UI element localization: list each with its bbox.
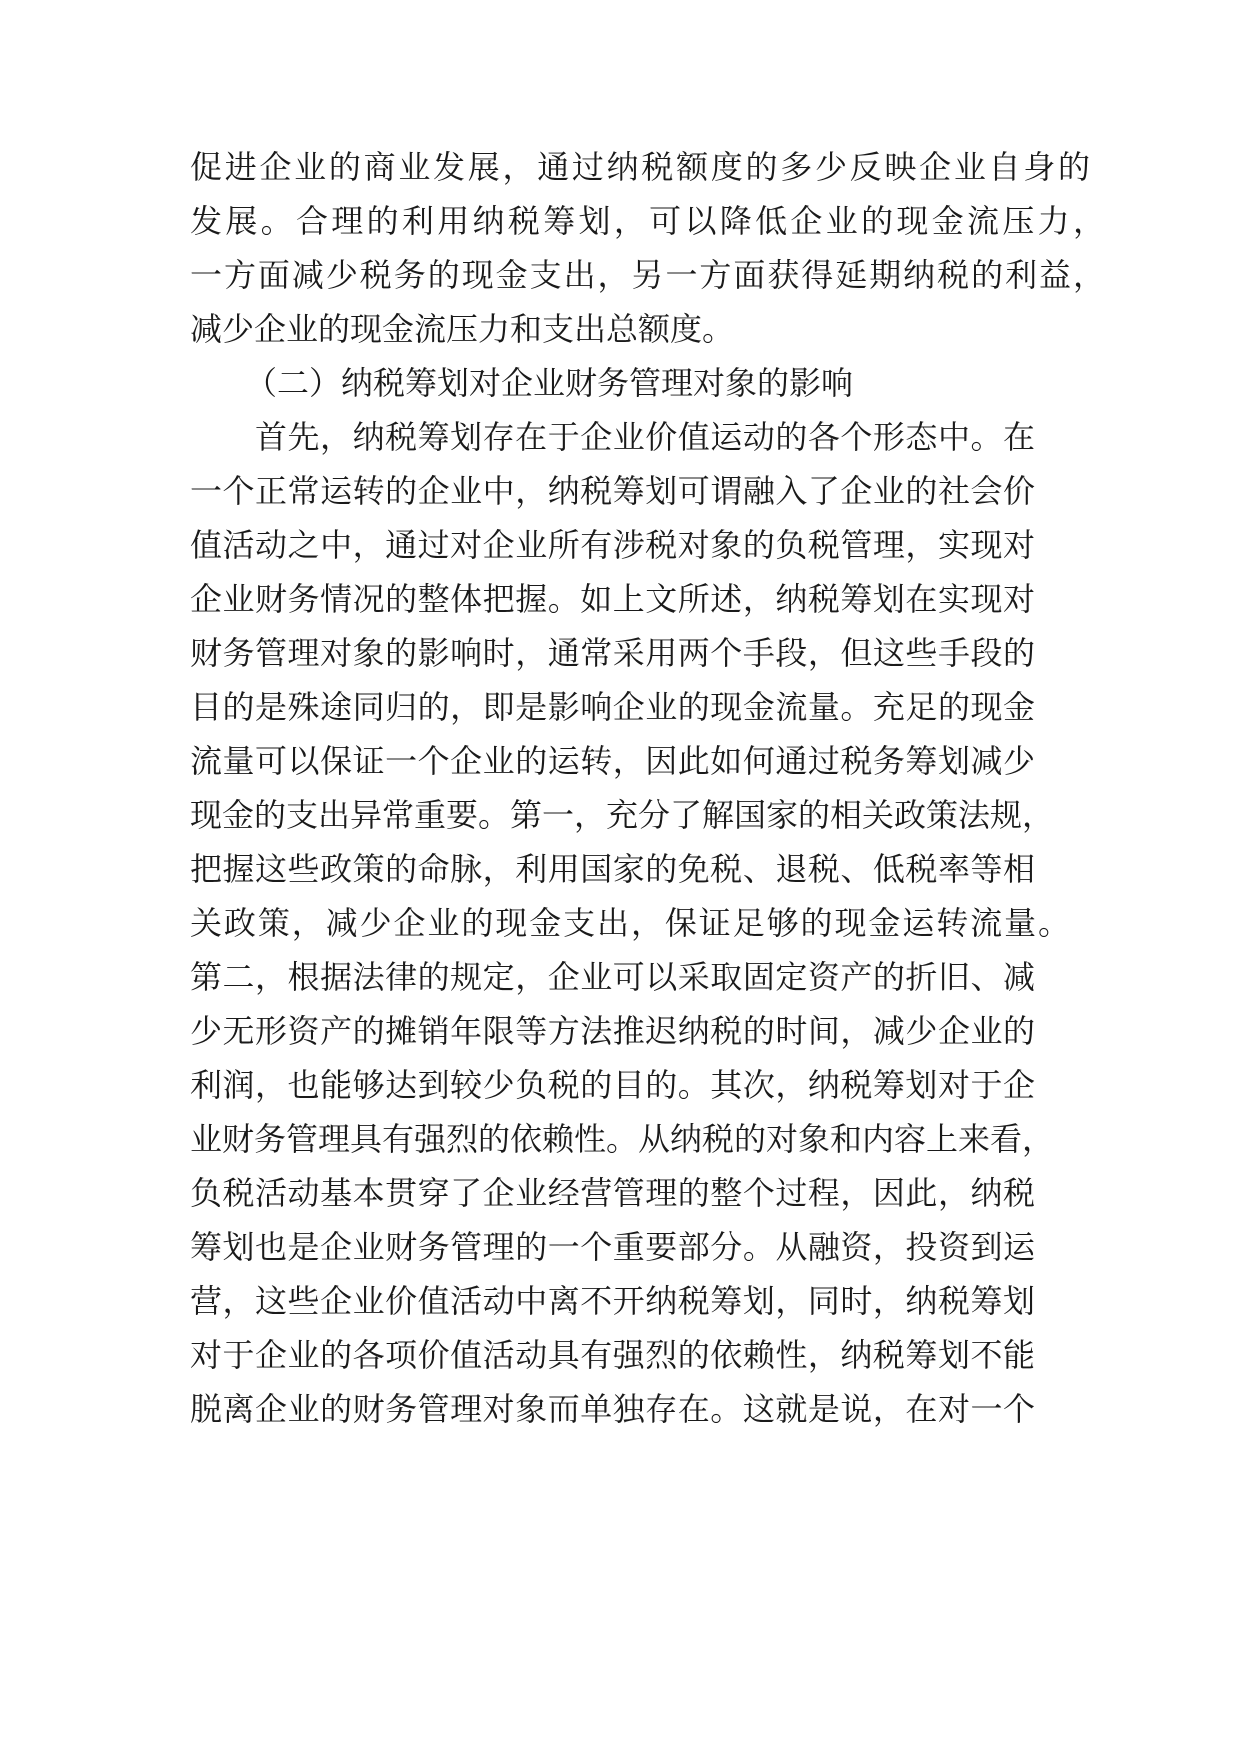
text-line: 发展。合理的利用纳税筹划，可以降低企业的现金流压力， [190, 202, 1105, 240]
text-line: 首先，纳税筹划存在于企业价值运动的各个形态中。在 [255, 418, 1035, 456]
text-line: 对于企业的各项价值活动具有强烈的依赖性，纳税筹划不能 [190, 1336, 1035, 1374]
text-line: 少无形资产的摊销年限等方法推迟纳税的时间，减少企业的 [190, 1012, 1035, 1050]
text-line: 把握这些政策的命脉，利用国家的免税、退税、低税率等相 [190, 850, 1035, 888]
text-line: 现金的支出异常重要。第一，充分了解国家的相关政策法规， [190, 796, 1055, 834]
text-line: 财务管理对象的影响时，通常采用两个手段，但这些手段的 [190, 634, 1035, 672]
text-line: 流量可以保证一个企业的运转，因此如何通过税务筹划减少 [190, 742, 1035, 780]
text-line: 脱离企业的财务管理对象而单独存在。这就是说，在对一个 [190, 1390, 1035, 1428]
text-line: 利润，也能够达到较少负税的目的。其次，纳税筹划对于企 [190, 1066, 1035, 1104]
text-line: 第二，根据法律的规定，企业可以采取固定资产的折旧、减 [190, 958, 1035, 996]
text-line: 业财务管理具有强烈的依赖性。从纳税的对象和内容上来看， [190, 1120, 1055, 1158]
text-line: 一个正常运转的企业中，纳税筹划可谓融入了企业的社会价 [190, 472, 1035, 510]
section-heading: （二）纳税筹划对企业财务管理对象的影响 [245, 364, 854, 402]
text-line: 目的是殊途同归的，即是影响企业的现金流量。充足的现金 [190, 688, 1035, 726]
text-line: 筹划也是企业财务管理的一个重要部分。从融资，投资到运 [190, 1228, 1035, 1266]
text-line: 关政策，减少企业的现金支出，保证足够的现金运转流量。 [190, 904, 1070, 942]
text-line: 减少企业的现金流压力和支出总额度。 [190, 310, 735, 348]
text-line: 营，这些企业价值活动中离不开纳税筹划，同时，纳税筹划 [190, 1282, 1035, 1320]
text-line: 企业财务情况的整体把握。如上文所述，纳税筹划在实现对 [190, 580, 1035, 618]
text-line: 负税活动基本贯穿了企业经营管理的整个过程，因此，纳税 [190, 1174, 1035, 1212]
text-line: 促进企业的商业发展，通过纳税额度的多少反映企业自身的 [190, 148, 1090, 186]
text-line: 值活动之中，通过对企业所有涉税对象的负税管理，实现对 [190, 526, 1035, 564]
text-line: 一方面减少税务的现金支出，另一方面获得延期纳税的利益， [190, 256, 1105, 294]
